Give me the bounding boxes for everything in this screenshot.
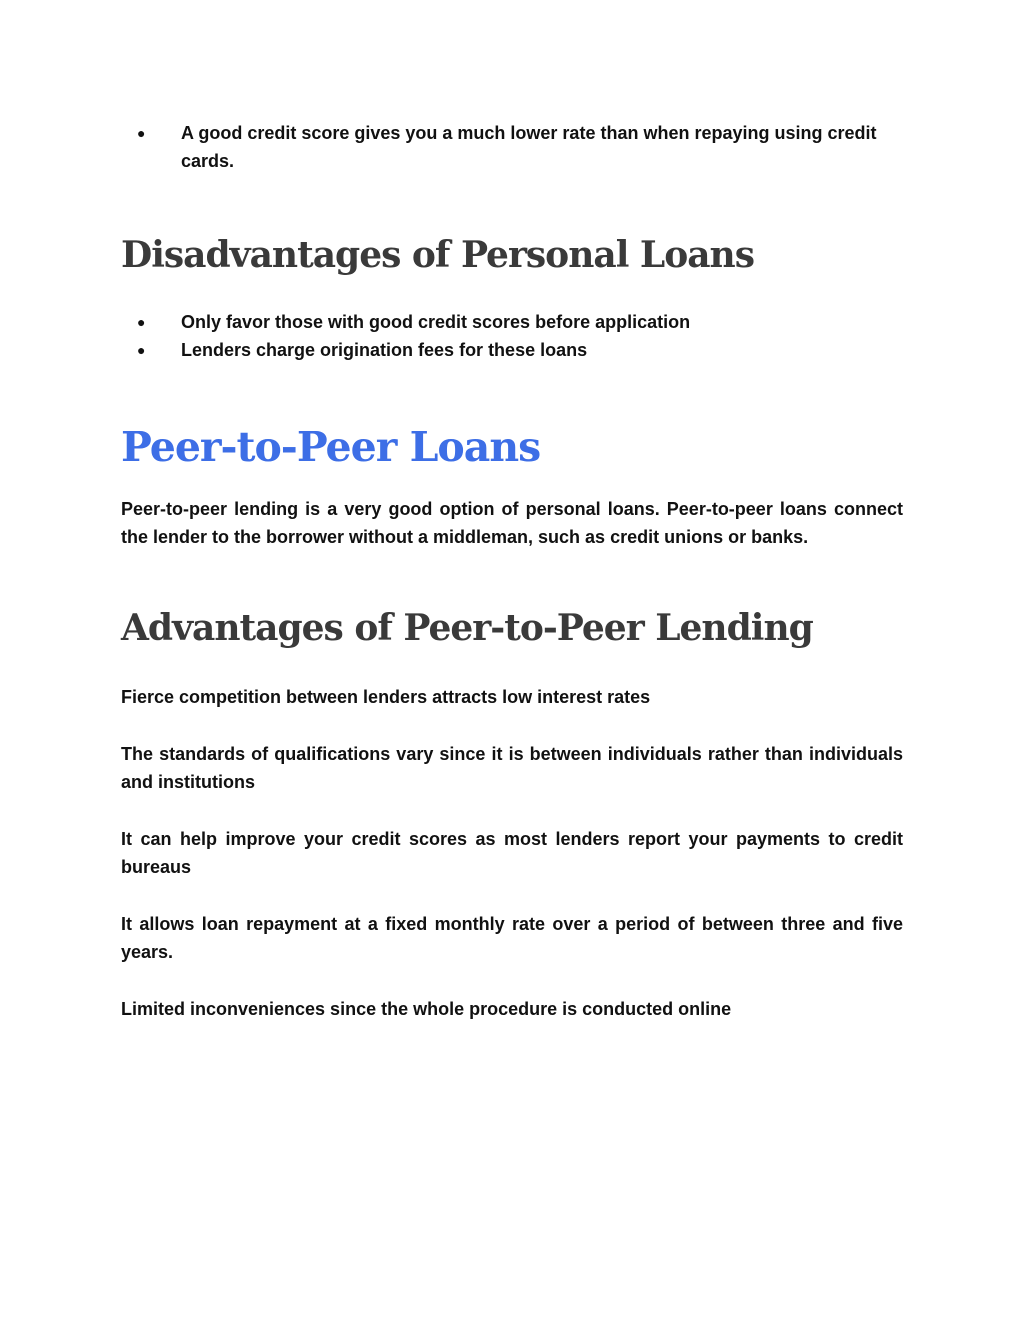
disadvantages-heading: Disadvantages of Personal Loans — [121, 234, 754, 276]
bullet-icon: ● — [137, 342, 146, 358]
advantage-paragraph: It can help improve your credit scores as most lenders report your payments to credit bureaus — [121, 829, 903, 877]
list-item — [121, 336, 903, 364]
advantages-heading: Advantages of Peer-to-Peer Lending — [121, 607, 813, 649]
list-item — [121, 308, 903, 336]
list-item-text: Only favor those with good credit scores before application — [181, 312, 691, 332]
p2p-heading: Peer-to-Peer Loans — [121, 423, 541, 471]
advantage-paragraph: Fierce competition between lenders attracts low interest rates — [121, 687, 651, 707]
advantage-paragraph: It allows loan repayment at a fixed monthly rate over a period of between three and five years. — [121, 914, 903, 962]
list-item-text: A good credit score gives you a much lower rate than when repaying using credit cards. — [181, 123, 877, 171]
list-item — [121, 119, 903, 175]
advantage-paragraph: Limited inconveniences since the whole procedure is conducted online — [121, 999, 732, 1019]
intro-bullet-list — [121, 119, 903, 175]
bullet-icon: ● — [137, 314, 146, 330]
advantage-paragraph: The standards of qualifications vary since it is between individuals rather than individuals and institutions — [121, 744, 903, 792]
disadvantages-list — [121, 308, 903, 364]
list-item-text: Lenders charge origination fees for these loans — [181, 340, 588, 360]
p2p-intro-paragraph: Peer-to-peer lending is a very good option of personal loans. Peer-to-peer loans connect the lender to the borrower without a middleman, such as credit unions or banks. — [121, 499, 903, 547]
bullet-icon: ● — [137, 125, 146, 141]
